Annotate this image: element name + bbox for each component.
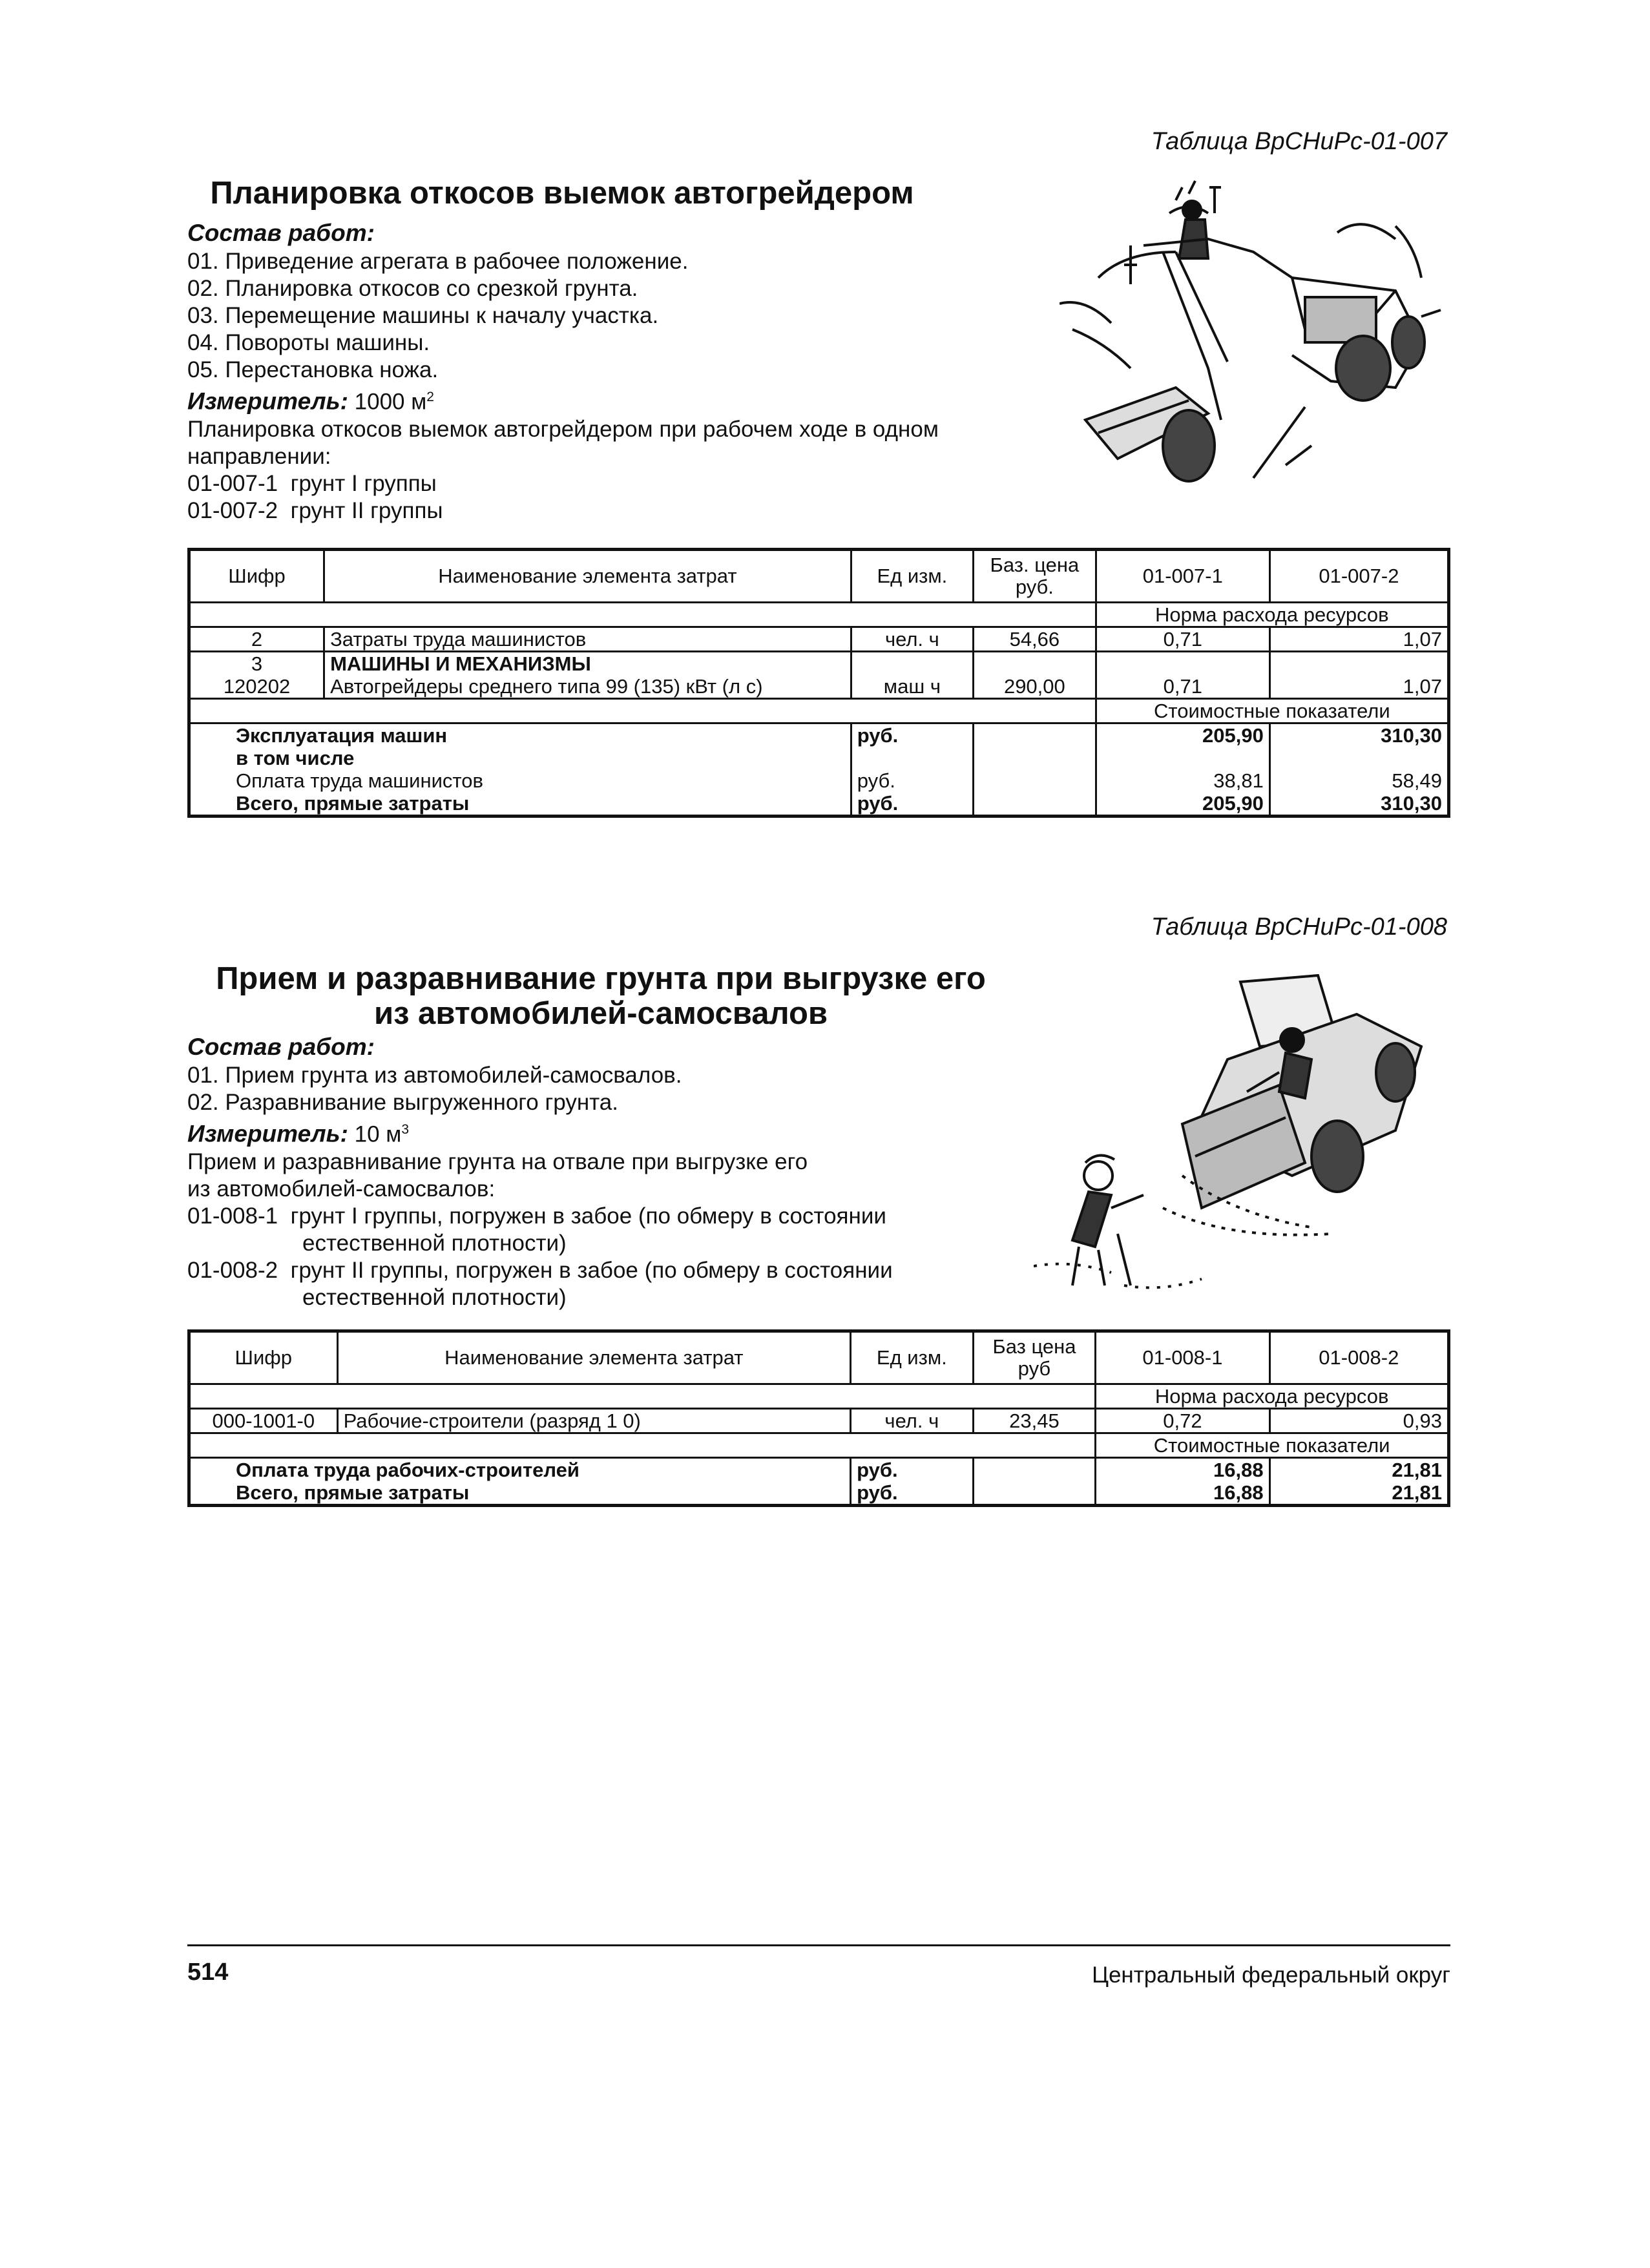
table-caption: Таблица ВрСНиРс-01-007	[1151, 128, 1447, 155]
table-row: 3 МАШИНЫ И МЕХАНИЗМЫ	[189, 652, 1449, 676]
description-line: направлении:	[187, 443, 331, 469]
variant-text: грунт I группы, погружен в забое (по обмеру в состоянии	[290, 1203, 886, 1229]
header-price: Баз цена руб	[973, 1331, 1096, 1384]
table-row: 120202 Автогрейдеры среднего типа 99 (135) кВт (л с) маш ч 290,00 0,71 1,07	[189, 675, 1449, 699]
footer-rule	[187, 1944, 1450, 1946]
variant-line	[187, 470, 939, 497]
meter-sup: 2	[426, 390, 434, 404]
cost-row: Всего, прямые затраты руб. 205,90 310,30	[189, 792, 1449, 817]
table-row: 000-1001-0 Рабочие-строители (разряд 1 0) чел. ч 23,45 0,72 0,93	[189, 1409, 1449, 1433]
header-unit: Ед изм.	[851, 550, 973, 603]
step-item: 05. Перестановка ножа.	[187, 357, 439, 382]
variant-line-cont: естественной плотности)	[302, 1284, 567, 1310]
sostav-label: Состав работ:	[187, 220, 375, 246]
resource-table-2	[187, 1329, 1450, 1507]
meter-line	[187, 1116, 893, 1149]
header-code: Шифр	[189, 1331, 338, 1384]
step-item: 01. Приведение агрегата в рабочее положение.	[187, 249, 689, 274]
cost-label: Стоимостные показатели	[1096, 699, 1448, 723]
norma-label: Норма расхода ресурсов	[1096, 1384, 1449, 1409]
step-item: 04. Повороты машины.	[187, 330, 430, 355]
bulldozer-worker-illustration	[1034, 962, 1447, 1311]
variant-text: грунт II группы, погружен в забое (по обмеру в состоянии	[290, 1257, 893, 1283]
variant-line	[187, 1257, 893, 1284]
header-price: Баз. цена руб.	[974, 550, 1096, 603]
cost-row: в том числе	[189, 747, 1449, 769]
norma-label: Норма расхода ресурсов	[1096, 603, 1448, 627]
meter-value: 10 м	[354, 1121, 402, 1147]
table-row: 2 Затраты труда машинистов чел. ч 54,66 0,71 1,07	[189, 627, 1449, 652]
variant-text: грунт I группы	[290, 470, 437, 496]
description-line: из автомобилей-самосвалов:	[187, 1176, 496, 1202]
step-item: 03. Перемещение машины к началу участка.	[187, 303, 659, 328]
steps-list	[187, 248, 939, 525]
step-item: 02. Разравнивание выгруженного грунта.	[187, 1090, 618, 1115]
steps-list	[187, 1062, 893, 1311]
variant-code: 01-008-2	[187, 1257, 278, 1283]
section-title: Прием и разравнивание грунта при выгрузке его из автомобилей-самосвалов	[216, 961, 986, 1031]
meter-value: 1000 м	[354, 389, 427, 415]
header-col1: 01-007-1	[1096, 550, 1269, 603]
motor-grader-illustration	[1060, 174, 1447, 510]
description-line: Планировка откосов выемок автогрейдером при рабочем ходе в одном	[187, 416, 939, 442]
meter-sup: 3	[401, 1122, 410, 1137]
header-name: Наименование элемента затрат	[337, 1331, 851, 1384]
sostav-label: Состав работ:	[187, 1034, 375, 1060]
variant-line	[187, 497, 939, 525]
header-col1: 01-008-1	[1096, 1331, 1269, 1384]
header-col2: 01-007-2	[1269, 550, 1448, 603]
cost-row: Оплата труда рабочих-строителей руб. 16,88 21,81	[189, 1458, 1449, 1482]
cost-row: Эксплуатация машин руб. 205,90 310,30	[189, 723, 1449, 747]
step-item: 01. Прием грунта из автомобилей-самосвалов.	[187, 1063, 682, 1088]
variant-line	[187, 1203, 893, 1230]
table-caption: Таблица ВрСНиРс-01-008	[1151, 913, 1447, 941]
header-unit: Ед изм.	[851, 1331, 974, 1384]
variant-code: 01-008-1	[187, 1203, 278, 1229]
cost-row: Всего, прямые затраты руб. 16,88 21,81	[189, 1481, 1449, 1506]
description-line: Прием и разравнивание грунта на отвале при выгрузке его	[187, 1149, 808, 1174]
meter-line	[187, 384, 939, 416]
footer-region: Центральный федеральный округ	[1092, 1962, 1450, 1988]
step-item: 02. Планировка откосов со срезкой грунта.	[187, 276, 638, 301]
section-title: Планировка откосов выемок автогрейдером	[210, 176, 914, 211]
page-number: 514	[187, 1959, 229, 1986]
meter-label: Измеритель:	[187, 388, 348, 415]
header-col2: 01-008-2	[1269, 1331, 1448, 1384]
header-name: Наименование элемента затрат	[324, 550, 851, 603]
variant-code: 01-007-2	[187, 497, 278, 523]
meter-label: Измеритель:	[187, 1120, 348, 1147]
resource-table-1	[187, 548, 1450, 818]
cost-label: Стоимостные показатели	[1096, 1433, 1449, 1458]
variant-line-cont: естественной плотности)	[302, 1230, 567, 1256]
variant-text: грунт II группы	[290, 497, 443, 523]
variant-code: 01-007-1	[187, 470, 278, 496]
header-code: Шифр	[189, 550, 324, 603]
cost-row: Оплата труда машинистов руб. 38,81 58,49	[189, 769, 1449, 792]
